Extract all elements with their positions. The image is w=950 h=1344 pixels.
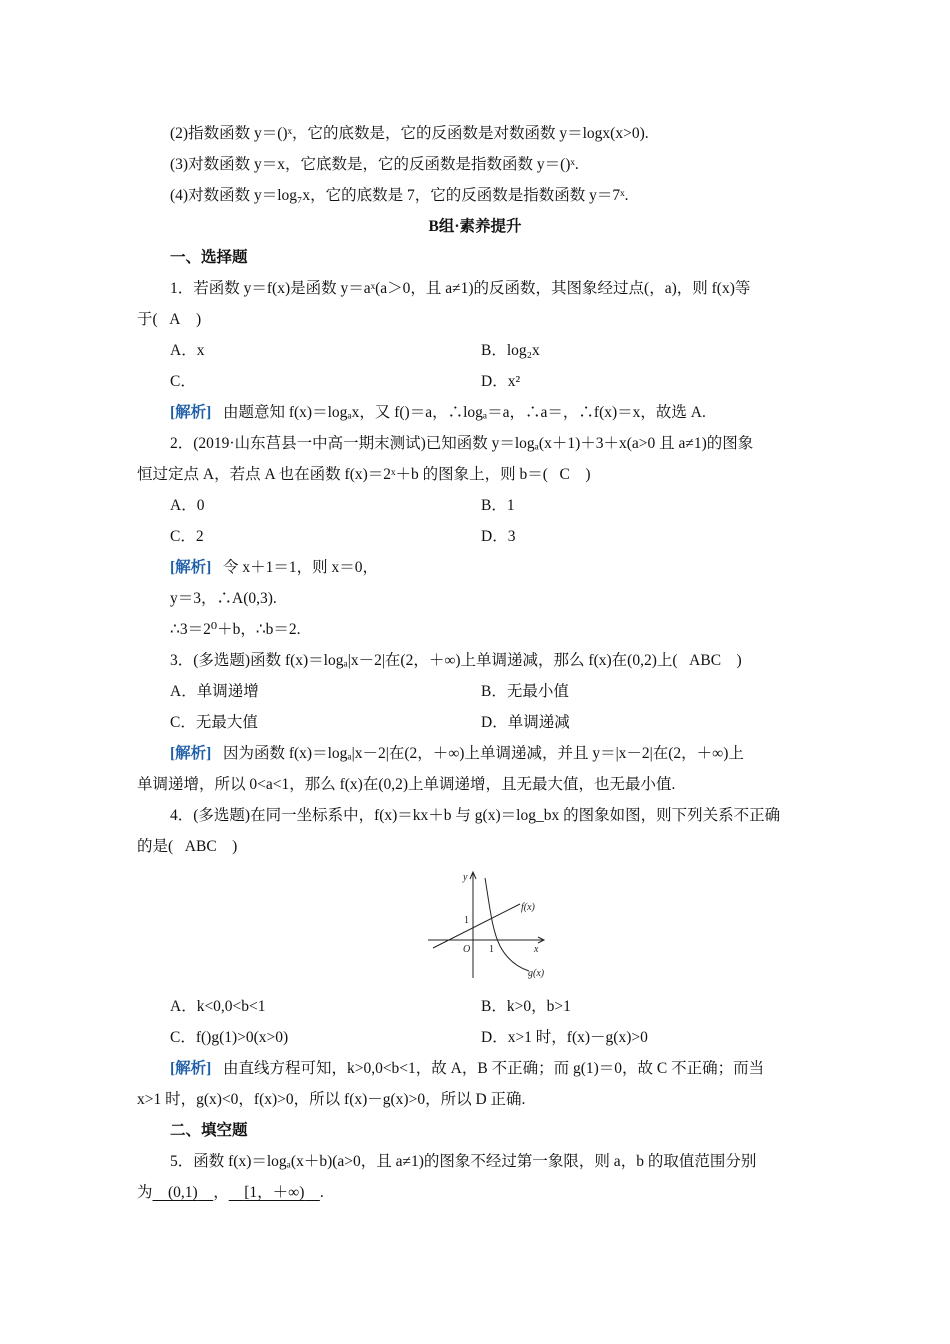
q3-analysis-line1: 因为函数 f(x)＝logₐ|x－2|在(2，＋∞)上单调递减，并且 y＝|x－2|在(2，＋∞)上 [222,745,744,762]
q4-stem-line1: 4．(多选题)在同一坐标系中，f(x)＝kx＋b 与 g(x)＝log_bx 的图象如图，则下列关系不正确 [170,807,781,824]
q1-analysis [170,403,706,423]
q5-stem-line1: 5．函数 f(x)＝logₐ(x＋b)(a>0，且 a≠1)的图象不经过第一象限，则 a，b 的取值范围分别 [170,1153,757,1170]
part2-heading: 二、填空题 [170,1122,248,1139]
q2-analysis-line1: 令 x＋1＝1，则 x＝0， [222,559,378,576]
q4-option-a: A．k<0,0<b<1 [170,998,266,1015]
q1-stem-line1: 1．若函数 y＝f(x)是函数 y＝aˣ(a＞0，且 a≠1)的反函数，其图象经过点(，a)，则 f(x)等 [170,280,751,297]
q1-option-d: D．x² [481,373,521,390]
q1-analysis-text: 由题意知 f(x)＝logₐx，又 f()＝a，∴logₐ＝a，∴a＝，∴f(x)＝x，故选 A. [222,404,706,421]
x-axis-label: x [534,944,539,955]
y-tick-label: 1 [464,915,469,926]
analysis-tag: [解析] [170,559,212,576]
g-label: g(x) [528,968,545,979]
q2-option-a: A．0 [170,497,205,514]
q4-analysis-line1: 由直线方程可知，k>0,0<b<1，故 A，B 不正确；而 g(1)＝0，故 C 不正确；而当 [222,1060,765,1077]
line-f [433,904,520,948]
q3-answer: ABC [689,652,722,669]
q2-analysis-line2: y＝3，∴A(0,3). [170,590,277,607]
q2-stem-line2 [137,465,591,485]
part1-heading: 一、选择题 [170,249,248,266]
q3-option-d: D．单调递减 [481,714,570,731]
q5-stem-pre: 为 [137,1184,153,1201]
analysis-tag: [解析] [170,1060,212,1077]
q1-stem-line2 [137,310,201,330]
q4-analysis-line2: x>1 时，g(x)<0，f(x)>0，所以 f(x)－g(x)>0，所以 D 正确. [137,1091,526,1108]
q5-answer-1-text: (0,1) [168,1184,198,1201]
q2-option-d: D．3 [481,528,516,545]
f-label: f(x) [521,902,535,913]
q1-stem-post: ) [196,311,202,328]
q1-option-a: A．x [170,342,205,359]
q5-stem-line2 [137,1183,324,1203]
q3-stem-pre: 3．(多选题)函数 f(x)＝logₐ|x－2|在(2，＋∞)上单调递减，那么 f(x)在(0,2)上( [170,652,678,669]
q3-analysis-line2: 单调递增，所以 0<a<1，那么 f(x)在(0,2)上单调递增，且无最大值，也无最小值. [137,776,676,793]
q4-stem-post: ) [232,838,238,855]
q3-option-c: C．无最大值 [170,714,258,731]
q5-separator: ， [213,1184,229,1201]
curve-g [485,878,529,971]
q1-answer: A [169,311,181,328]
q4-option-b: B．k>0，b>1 [481,998,571,1015]
q3-option-b: B．无最小值 [481,683,569,700]
q2-analysis [170,558,378,578]
section-title: B组·素养提升 [428,218,522,235]
q1-option-b: B．log₂x [481,342,540,359]
prev-item-4: (4)对数函数 y＝log₇x，它的底数是 7，它的反函数是指数函数 y＝7ˣ. [170,187,629,204]
prev-item-2: (2)指数函数 y＝()ˣ，它的底数是，它的反函数是对数函数 y＝logx(x>0). [170,125,649,142]
x-tick-label: 1 [489,944,494,955]
q4-option-d: D．x>1 时，f(x)－g(x)>0 [481,1029,648,1046]
q2-stem-pre: 恒过定点 A，若点 A 也在函数 f(x)＝2ˣ＋b 的图象上，则 b＝( [137,466,548,483]
q2-option-b: B．1 [481,497,515,514]
q2-stem-post: ) [585,466,591,483]
q5-answer-2 [229,1183,320,1203]
q4-stem-pre: 的是( [137,838,174,855]
q4-answer: ABC [184,838,217,855]
q3-stem [170,651,742,671]
q2-stem-line1: 2．(2019·山东莒县一中高一期末测试)已知函数 y＝logₐ(x＋1)＋3＋x(a>0 且 a≠1)的图象 [170,435,754,452]
q5-end: . [319,1184,324,1201]
q4-analysis [170,1059,764,1079]
q4-stem-line2 [137,837,237,857]
q1-option-c: C． [170,373,196,390]
q1-stem-pre: 于( [137,311,158,328]
analysis-tag: [解析] [170,745,212,762]
y-axis-label: y [463,872,468,883]
q5-answer-2-text: [1，＋∞) [244,1184,305,1201]
q3-analysis [170,744,744,764]
q5-answer-1 [153,1183,214,1203]
q2-answer: C [559,466,570,483]
prev-item-3: (3)对数函数 y＝x，它底数是，它的反函数是指数函数 y＝()ˣ. [170,156,579,173]
q2-option-c: C．2 [170,528,204,545]
q3-stem-post: ) [736,652,742,669]
origin-label: O [463,944,471,955]
q4-option-c: C．f()g(1)>0(x>0) [170,1029,289,1046]
analysis-tag: [解析] [170,404,212,421]
function-graph [428,868,553,983]
q2-analysis-line3: ∴3＝2⁰＋b，∴b＝2. [170,621,301,638]
q3-option-a: A．单调递增 [170,683,259,700]
